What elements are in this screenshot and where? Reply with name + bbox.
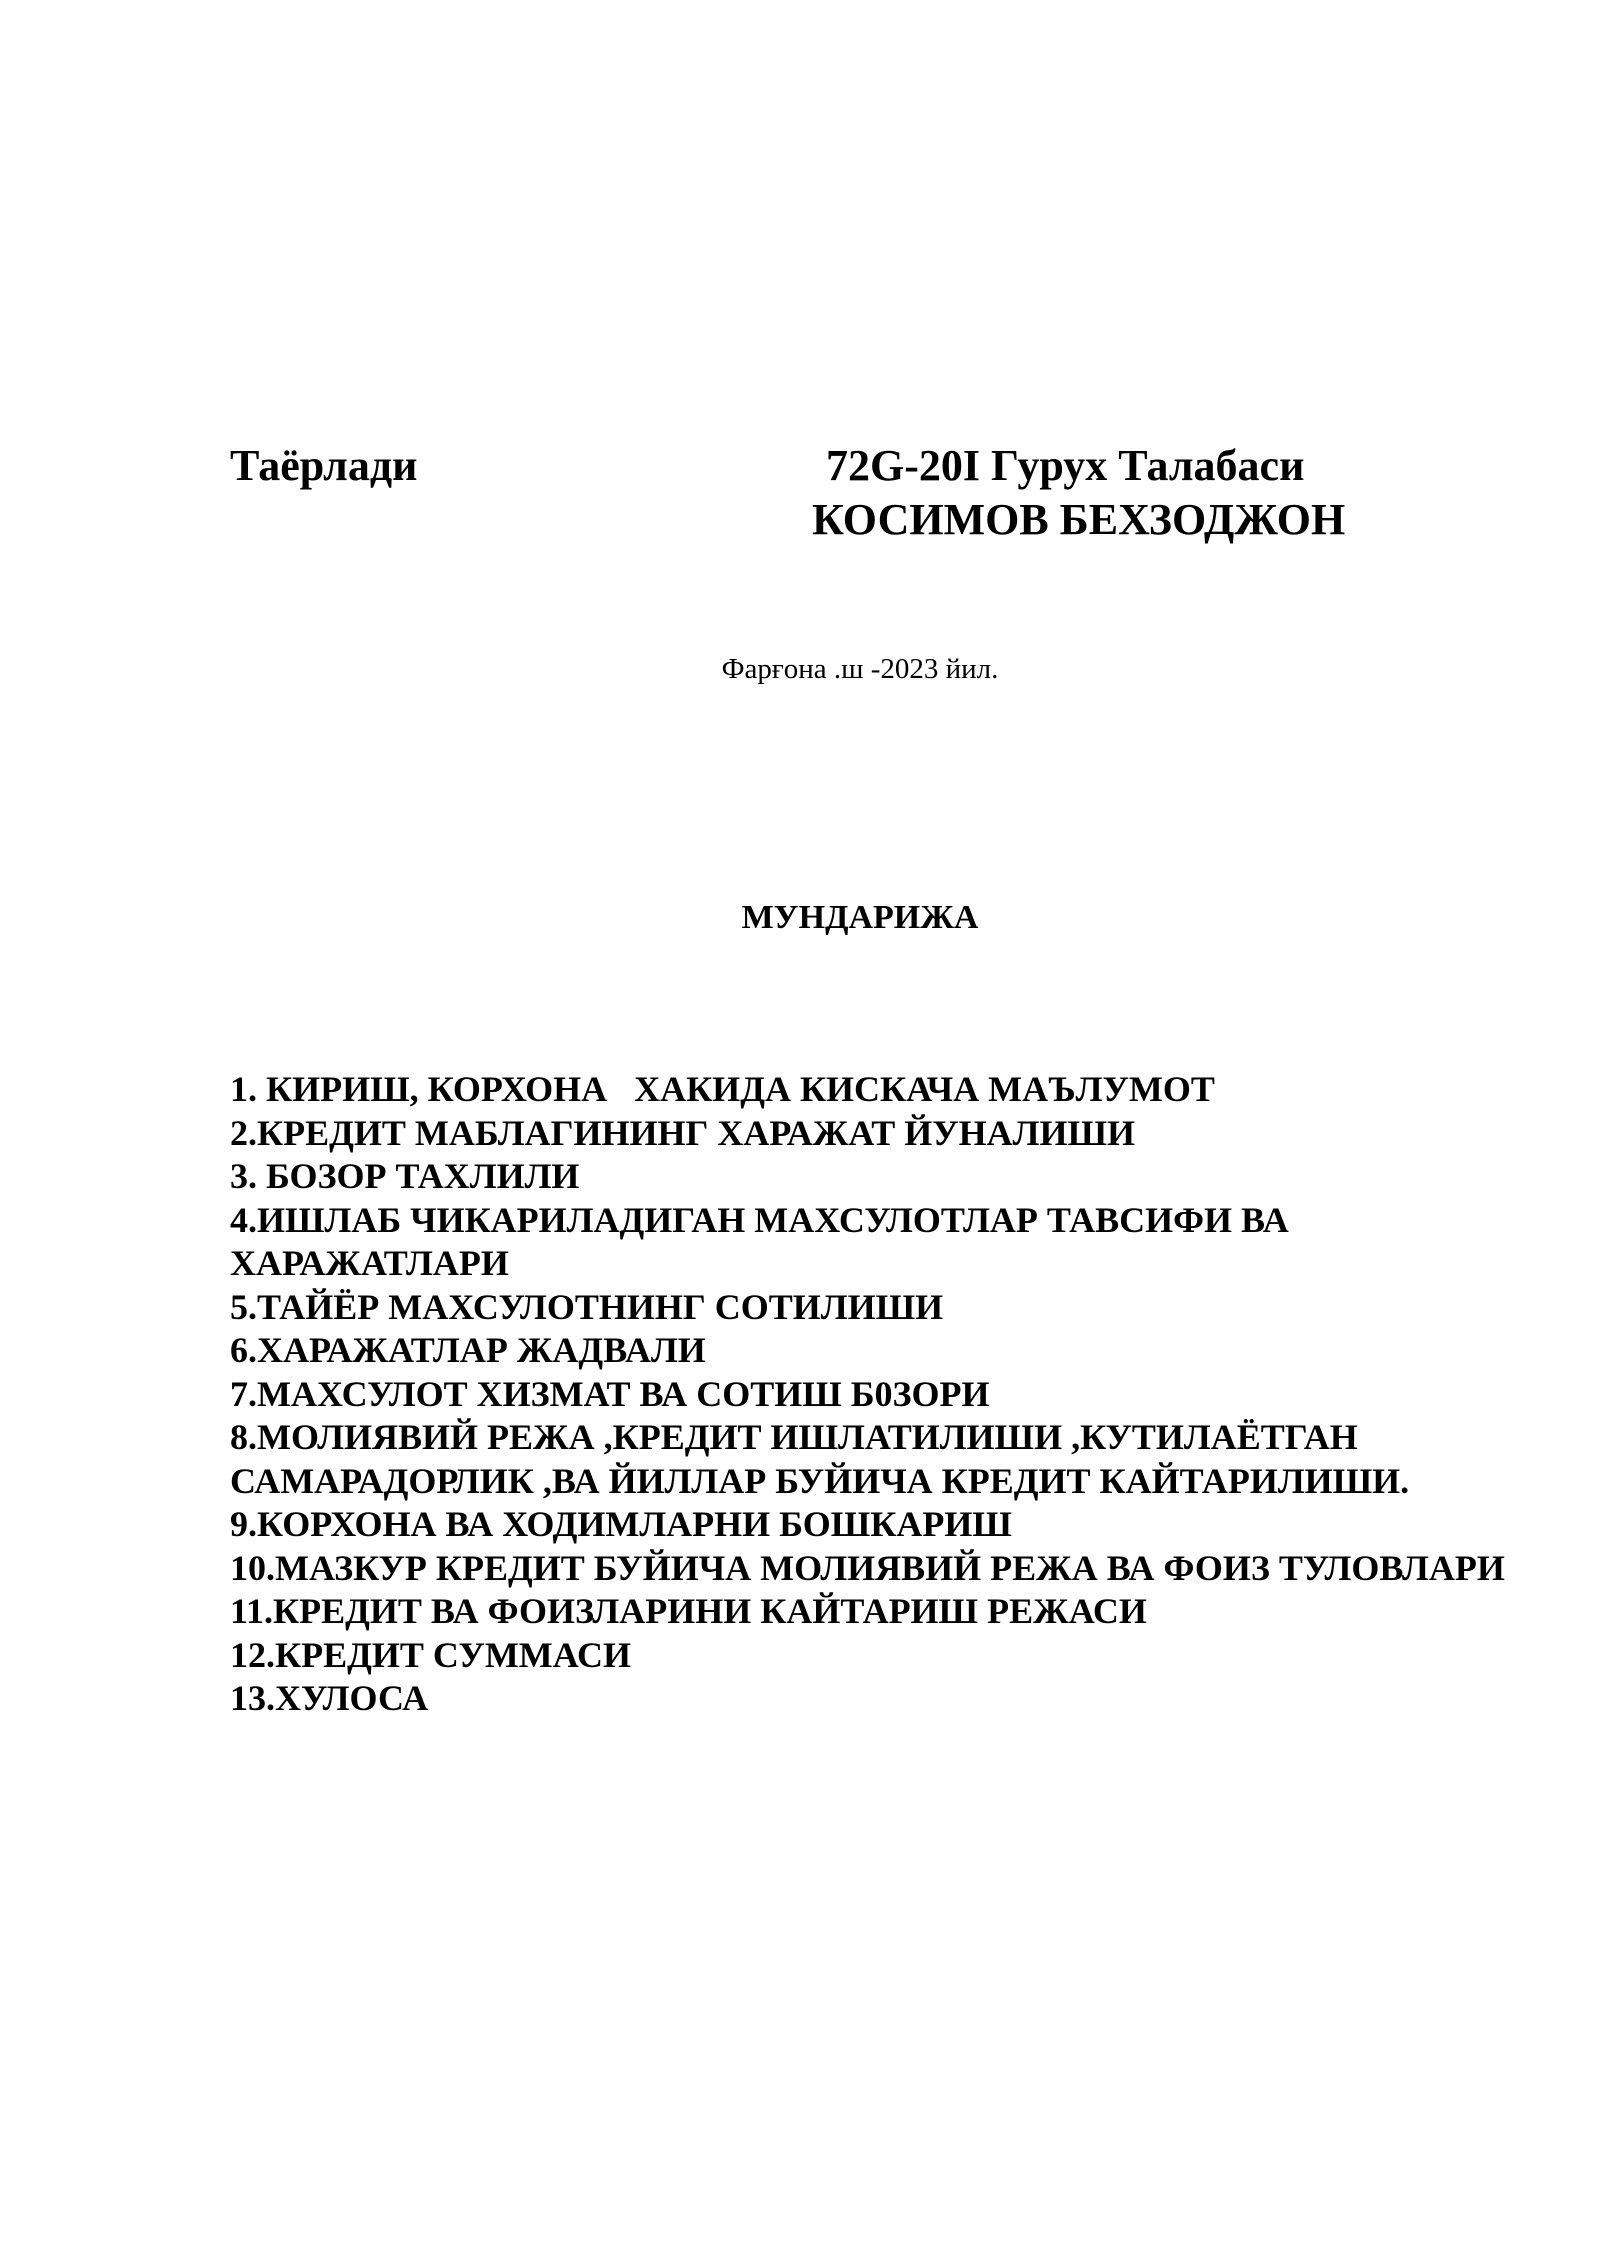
student-group-line: 72G-20I Гурух Талабаси [826, 441, 1305, 490]
toc-item: 6.ХАРАЖАТЛАР ЖАДВАЛИ [230, 1330, 706, 1370]
toc-item: 2.КРЕДИТ МАБЛАГИНИНГ ХАРАЖАТ ЙУНАЛИШИ [230, 1112, 1136, 1153]
toc-item: 7.МАХСУЛОТ ХИЗМАТ ВА СОТИШ Б0ЗОРИ [230, 1373, 990, 1414]
place-and-date: Фарғона .ш -2023 йил. [721, 653, 999, 685]
table-of-contents-list [230, 1068, 1530, 1721]
toc-item: 11.КРЕДИТ ВА ФОИЗЛАРИНИ КАЙТАРИШ РЕЖАСИ [230, 1591, 1147, 1631]
toc-item: 12.КРЕДИТ СУММАСИ [230, 1634, 631, 1675]
prepared-by-label: Таёрлади [230, 441, 418, 490]
toc-item: 13.ХУЛОСА [230, 1678, 429, 1718]
toc-item: 9.КОРХОНА ВА ХОДИМЛАРНИ БОШКАРИШ [230, 1504, 1012, 1544]
toc-item: 5.ТАЙЁР МАХСУЛОТНИНГ СОТИЛИШИ [230, 1286, 944, 1327]
toc-item: 8.МОЛИЯВИЙ РЕЖА ,КРЕДИТ ИШЛАТИЛИШИ ,КУТИЛАЁТГАН САМАРАДОРЛИК ,ВА ЙИЛЛАР БУЙИЧА КРЕДИТ КАЙТАРИЛИШИ. [230, 1417, 1410, 1501]
toc-item: 4.ИШЛАБ ЧИКАРИЛАДИГАН МАХСУЛОТЛАР ТАВСИФИ ВА ХАРАЖАТЛАРИ [230, 1199, 1298, 1283]
toc-item: 1. КИРИШ, КОРХОНА ХАКИДА КИСКАЧА МАЪЛУМОТ [230, 1069, 1215, 1109]
toc-item: 3. БОЗОР ТАХЛИЛИ [230, 1156, 580, 1196]
table-of-contents-title: МУНДАРИЖА [741, 899, 979, 936]
toc-item: 10.МАЗКУР КРЕДИТ БУЙИЧА МОЛИЯВИЙ РЕЖА ВА ФОИЗ ТУЛОВЛАРИ [230, 1547, 1505, 1588]
author-block [812, 440, 1345, 546]
student-name: КОСИМОВ БЕХЗОДЖОН [812, 495, 1346, 544]
